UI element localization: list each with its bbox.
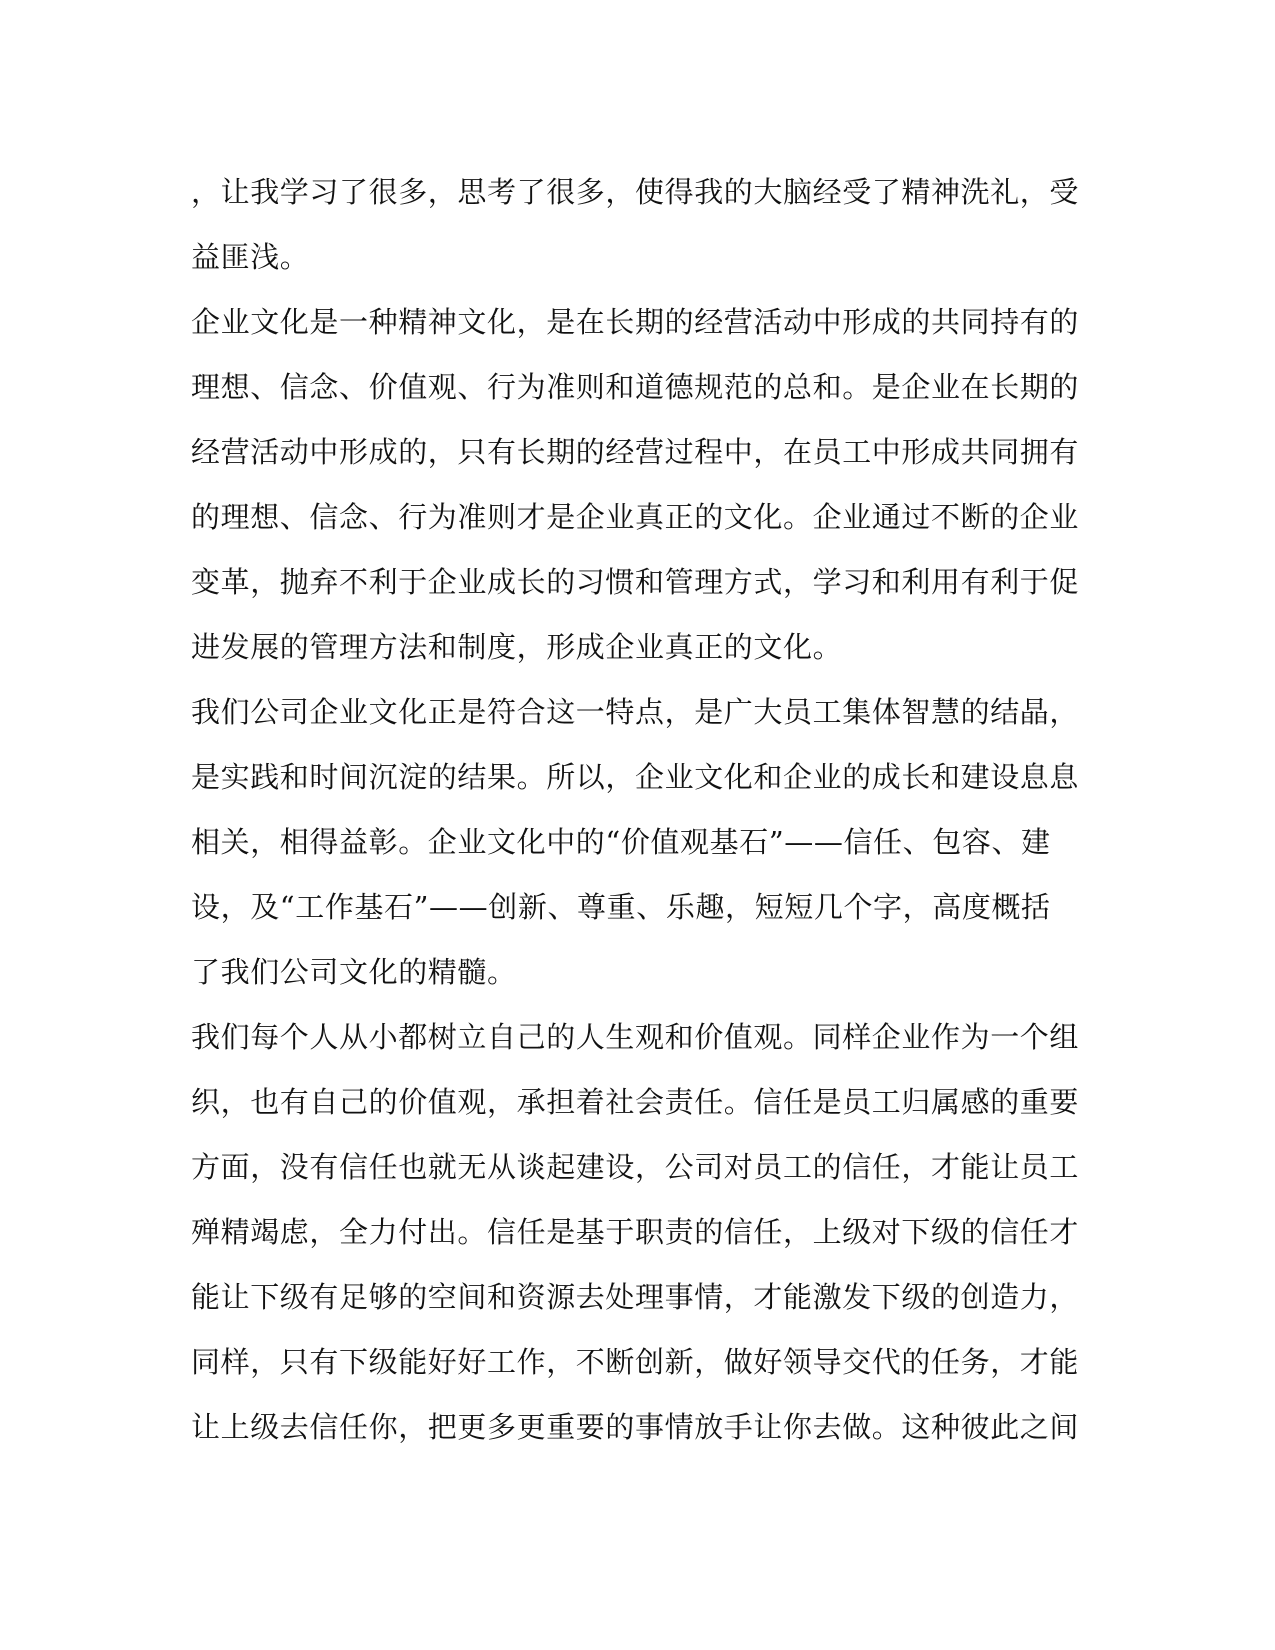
text-line: 经营活动中形成的，只有长期的经营过程中，在员工中形成共同拥有 [191,435,1080,469]
text-line: 织，也有自己的价值观，承担着社会责任。信任是员工归属感的重要 [191,1085,1080,1119]
text-line: 设，及“工作基石”——创新、尊重、乐趣，短短几个字，高度概括 [191,890,1051,924]
body-text [191,160,1080,1460]
text-line: 是实践和时间沉淀的结果。所以，企业文化和企业的成长和建设息息 [191,760,1080,794]
text-line: 进发展的管理方法和制度，形成企业真正的文化。 [191,630,843,664]
text-line: 了我们公司文化的精髓。 [191,955,517,989]
text-line: 让上级去信任你，把更多更重要的事情放手让你去做。这种彼此之间 [191,1410,1080,1444]
text-line: 能让下级有足够的空间和资源去处理事情，才能激发下级的创造力， [191,1280,1080,1314]
text-line: 企业文化是一种精神文化，是在长期的经营活动中形成的共同持有的 [191,305,1080,339]
text-line: 我们每个人从小都树立自己的人生观和价值观。同样企业作为一个组 [191,1020,1080,1054]
text-line: 理想、信念、价值观、行为准则和道德规范的总和。是企业在长期的 [191,370,1080,404]
text-line: 益匪浅。 [191,240,310,274]
text-line: 变革，抛弃不利于企业成长的习惯和管理方式，学习和利用有利于促 [191,565,1080,599]
text-line: 同样，只有下级能好好工作，不断创新，做好领导交代的任务，才能 [191,1345,1080,1379]
text-line: 方面，没有信任也就无从谈起建设，公司对员工的信任，才能让员工 [191,1150,1080,1184]
text-line: ，让我学习了很多，思考了很多，使得我的大脑经受了精神洗礼，受 [191,175,1080,209]
text-line: 相关，相得益彰。企业文化中的“价值观基石”——信任、包容、建 [191,825,1051,859]
text-line: 我们公司企业文化正是符合这一特点，是广大员工集体智慧的结晶， [191,695,1080,729]
text-line: 的理想、信念、行为准则才是企业真正的文化。企业通过不断的企业 [191,500,1080,534]
text-line: 殚精竭虑，全力付出。信任是基于职责的信任，上级对下级的信任才 [191,1215,1080,1249]
